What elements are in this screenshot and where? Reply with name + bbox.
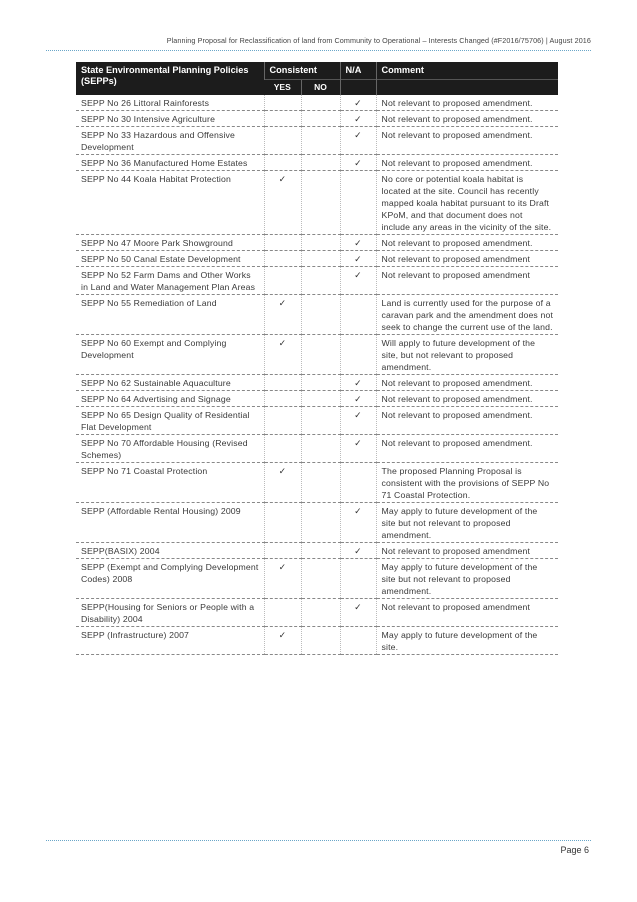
comment-cell: Not relevant to proposed amendment. xyxy=(376,111,558,127)
consistent-yes-cell: ✓ xyxy=(264,171,301,235)
not-applicable-cell xyxy=(340,627,376,655)
policy-cell: SEPP No 64 Advertising and Signage xyxy=(76,391,264,407)
comment-cell: Not relevant to proposed amendment xyxy=(376,267,558,295)
consistent-yes-cell xyxy=(264,435,301,463)
consistent-no-cell xyxy=(301,391,340,407)
table-row xyxy=(76,251,558,267)
consistent-yes-cell: ✓ xyxy=(264,559,301,599)
header-no: NO xyxy=(301,80,340,96)
consistent-no-cell xyxy=(301,375,340,391)
policy-cell: SEPP(BASIX) 2004 xyxy=(76,543,264,559)
not-applicable-cell: ✓ xyxy=(340,599,376,627)
policy-cell: SEPP No 62 Sustainable Aquaculture xyxy=(76,375,264,391)
not-applicable-cell: ✓ xyxy=(340,407,376,435)
comment-cell: Not relevant to proposed amendment. xyxy=(376,375,558,391)
table-row xyxy=(76,599,558,627)
not-applicable-cell: ✓ xyxy=(340,543,376,559)
table-row xyxy=(76,503,558,543)
footer-divider xyxy=(46,840,591,841)
consistent-yes-cell xyxy=(264,599,301,627)
not-applicable-cell: ✓ xyxy=(340,435,376,463)
policy-cell: SEPP No 26 Littoral Rainforests xyxy=(76,95,264,111)
not-applicable-cell: ✓ xyxy=(340,391,376,407)
consistent-yes-cell xyxy=(264,235,301,251)
not-applicable-cell: ✓ xyxy=(340,251,376,267)
header-yes: YES xyxy=(264,80,301,96)
comment-cell: May apply to future development of the site. xyxy=(376,627,558,655)
policy-cell: SEPP No 47 Moore Park Showground xyxy=(76,235,264,251)
consistent-yes-cell xyxy=(264,127,301,155)
consistent-yes-cell xyxy=(264,391,301,407)
comment-cell: Not relevant to proposed amendment. xyxy=(376,391,558,407)
consistent-no-cell xyxy=(301,155,340,171)
consistent-no-cell xyxy=(301,627,340,655)
header-comment: Comment xyxy=(376,62,558,80)
table-row xyxy=(76,627,558,655)
table-row xyxy=(76,559,558,599)
table-row xyxy=(76,295,558,335)
consistent-no-cell xyxy=(301,503,340,543)
consistent-no-cell xyxy=(301,435,340,463)
comment-cell: May apply to future development of the site but not relevant to proposed amendment. xyxy=(376,503,558,543)
not-applicable-cell: ✓ xyxy=(340,127,376,155)
consistent-no-cell xyxy=(301,251,340,267)
policy-cell: SEPP No 60 Exempt and Complying Development xyxy=(76,335,264,375)
comment-cell: Not relevant to proposed amendment. xyxy=(376,127,558,155)
header-divider xyxy=(46,50,591,51)
comment-cell: Not relevant to proposed amendment. xyxy=(376,235,558,251)
policy-cell: SEPP No 30 Intensive Agriculture xyxy=(76,111,264,127)
policy-cell: SEPP No 70 Affordable Housing (Revised Schemes) xyxy=(76,435,264,463)
consistent-no-cell xyxy=(301,295,340,335)
consistent-yes-cell xyxy=(264,251,301,267)
consistent-yes-cell xyxy=(264,95,301,111)
comment-cell: The proposed Planning Proposal is consistent with the provisions of SEPP No 71 Coastal Protection. xyxy=(376,463,558,503)
policy-cell: SEPP No 65 Design Quality of Residential Flat Development xyxy=(76,407,264,435)
comment-cell: No core or potential koala habitat is located at the site. Council has recently mapped koala habitat pursuant to its Draft KPoM, and that document does not include any areas in the vicinity of the site. xyxy=(376,171,558,235)
policy-cell: SEPP (Affordable Rental Housing) 2009 xyxy=(76,503,264,543)
consistent-yes-cell xyxy=(264,111,301,127)
policy-cell: SEPP (Infrastructure) 2007 xyxy=(76,627,264,655)
not-applicable-cell: ✓ xyxy=(340,111,376,127)
header-na-blank xyxy=(340,80,376,96)
policy-cell: SEPP No 55 Remediation of Land xyxy=(76,295,264,335)
not-applicable-cell: ✓ xyxy=(340,155,376,171)
consistent-yes-cell xyxy=(264,375,301,391)
page-header: Planning Proposal for Reclassification of land from Community to Operational – Interests Changed (#F2016/75706) | August 2016 xyxy=(166,36,591,45)
consistent-no-cell xyxy=(301,599,340,627)
not-applicable-cell: ✓ xyxy=(340,375,376,391)
not-applicable-cell xyxy=(340,335,376,375)
header-consistent: Consistent xyxy=(264,62,340,80)
policy-cell: SEPP No 71 Coastal Protection xyxy=(76,463,264,503)
comment-cell: Not relevant to proposed amendment xyxy=(376,599,558,627)
policy-cell: SEPP No 52 Farm Dams and Other Works in Land and Water Management Plan Areas xyxy=(76,267,264,295)
consistent-no-cell xyxy=(301,171,340,235)
table-row xyxy=(76,463,558,503)
consistent-no-cell xyxy=(301,235,340,251)
table-row xyxy=(76,335,558,375)
consistent-no-cell xyxy=(301,407,340,435)
page-number: Page 6 xyxy=(560,845,589,855)
table-row xyxy=(76,435,558,463)
policy-cell: SEPP No 50 Canal Estate Development xyxy=(76,251,264,267)
comment-cell: Will apply to future development of the site, but not relevant to proposed amendment. xyxy=(376,335,558,375)
table-row xyxy=(76,111,558,127)
consistent-no-cell xyxy=(301,95,340,111)
consistent-yes-cell xyxy=(264,267,301,295)
not-applicable-cell: ✓ xyxy=(340,503,376,543)
table-row xyxy=(76,95,558,111)
table-row xyxy=(76,127,558,155)
consistent-yes-cell: ✓ xyxy=(264,335,301,375)
not-applicable-cell xyxy=(340,463,376,503)
policy-cell: SEPP No 33 Hazardous and Offensive Development xyxy=(76,127,264,155)
consistent-no-cell xyxy=(301,127,340,155)
comment-cell: Not relevant to proposed amendment. xyxy=(376,95,558,111)
comment-cell: Not relevant to proposed amendment xyxy=(376,543,558,559)
policy-cell: SEPP(Housing for Seniors or People with a Disability) 2004 xyxy=(76,599,264,627)
comment-cell: Not relevant to proposed amendment. xyxy=(376,155,558,171)
table-body xyxy=(76,95,558,655)
consistent-no-cell xyxy=(301,267,340,295)
table-row xyxy=(76,407,558,435)
comment-cell: May apply to future development of the site but not relevant to proposed amendment. xyxy=(376,559,558,599)
header-policy: State Environmental Planning Policies (SEPPs) xyxy=(76,62,264,95)
header-comment-blank xyxy=(376,80,558,96)
policy-cell: SEPP No 36 Manufactured Home Estates xyxy=(76,155,264,171)
consistent-yes-cell xyxy=(264,407,301,435)
consistent-no-cell xyxy=(301,463,340,503)
not-applicable-cell xyxy=(340,559,376,599)
not-applicable-cell: ✓ xyxy=(340,267,376,295)
policy-cell: SEPP (Exempt and Complying Development Codes) 2008 xyxy=(76,559,264,599)
not-applicable-cell: ✓ xyxy=(340,95,376,111)
sepp-table xyxy=(76,62,558,655)
not-applicable-cell xyxy=(340,295,376,335)
table-row xyxy=(76,391,558,407)
table-header xyxy=(76,62,558,95)
consistent-yes-cell xyxy=(264,503,301,543)
consistent-yes-cell xyxy=(264,543,301,559)
comment-cell: Not relevant to proposed amendment xyxy=(376,251,558,267)
consistent-yes-cell: ✓ xyxy=(264,463,301,503)
comment-cell: Not relevant to proposed amendment. xyxy=(376,435,558,463)
table-row xyxy=(76,155,558,171)
table-row xyxy=(76,543,558,559)
comment-cell: Land is currently used for the purpose of a caravan park and the amendment does not seek to change the current use of the land. xyxy=(376,295,558,335)
not-applicable-cell: ✓ xyxy=(340,235,376,251)
consistent-no-cell xyxy=(301,111,340,127)
consistent-no-cell xyxy=(301,335,340,375)
header-na: N/A xyxy=(340,62,376,80)
consistent-yes-cell xyxy=(264,155,301,171)
consistent-no-cell xyxy=(301,543,340,559)
not-applicable-cell xyxy=(340,171,376,235)
table-row xyxy=(76,235,558,251)
table-row xyxy=(76,171,558,235)
policy-cell: SEPP No 44 Koala Habitat Protection xyxy=(76,171,264,235)
table-row xyxy=(76,267,558,295)
consistent-yes-cell: ✓ xyxy=(264,627,301,655)
table-row xyxy=(76,375,558,391)
consistent-yes-cell: ✓ xyxy=(264,295,301,335)
comment-cell: Not relevant to proposed amendment. xyxy=(376,407,558,435)
consistent-no-cell xyxy=(301,559,340,599)
